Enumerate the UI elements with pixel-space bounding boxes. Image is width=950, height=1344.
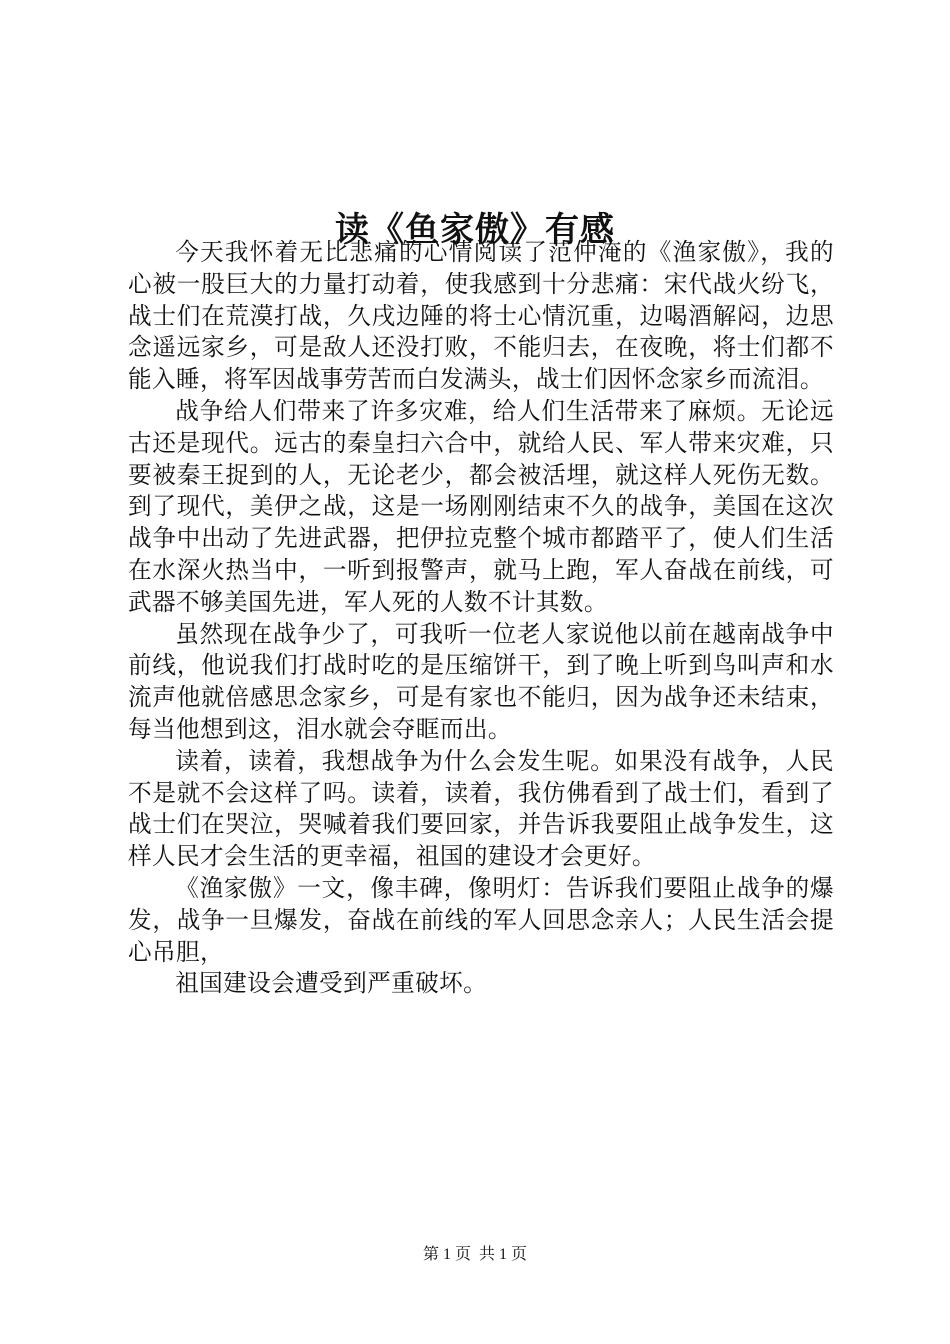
document-title: 读《鱼家傲》有感 bbox=[335, 209, 615, 250]
paragraph-6: 祖国建设会遭受到严重破坏。 bbox=[175, 969, 488, 998]
paragraph-3: 虽然现在战争少了，可我听一位老人家说他以前在越南战争中前线，他说我们打战时吃的是压缩饼干，到了晚上听到鸟叫声和水流声他就倍感思念家乡，可是有家也不能归，因为战争还未结束，每当他想到这，泪水就会夺眶而出。 bbox=[128, 619, 834, 743]
document-body bbox=[128, 237, 834, 1000]
paragraph-5: 《渔家傲》一文，像丰碑，像明灯：告诉我们要阻止战争的爆发，战争一旦爆发，奋战在前线的军人回思念亲人；人民生活会提心吊胆， bbox=[128, 873, 834, 966]
page-total: 共 1 页 bbox=[479, 1246, 528, 1263]
page-number: 第 1 页 bbox=[422, 1246, 471, 1263]
paragraph-4: 读着，读着，我想战争为什么会发生呢。如果没有战争，人民不是就不会这样了吗。读着，读着，我仿佛看到了战士们，看到了战士们在哭泣，哭喊着我们要回家，并告诉我要阻止战争发生，这样人民才会生活的更幸福，祖国的建设才会更好。 bbox=[128, 746, 834, 871]
paragraph-1: 今天我怀着无比悲痛的心情阅读了范仲淹的《渔家傲》，我的心被一股巨大的力量打动着，使我感到十分悲痛：宋代战火纷飞，战士们在荒漠打战，久戌边陲的将士心情沉重，边喝酒解闷，边思念遥远家乡，可是敌人还没打败，不能归去，在夜晚，将士们都不能入睡，将军因战事劳苦而白发满头，战士们因怀念家乡而流泪。 bbox=[128, 238, 834, 394]
paragraph-2: 战争给人们带来了许多灾难，给人们生活带来了麻烦。无论远古还是现代。远古的秦皇扫六合中，就给人民、军人带来灾难，只要被秦王捉到的人，无论老少，都会被活埋，就这样人死伤无数。到了现代，美伊之战，这是一场刚刚结束不久的战争，美国在这次战争中出动了先进武器，把伊拉克整个城市都踏平了，使人们生活在水深火热当中，一听到报警声，就马上跑，军人奋战在前线，可武器不够美国先进，军人死的人数不计其数。 bbox=[128, 396, 834, 616]
page-footer bbox=[0, 1244, 950, 1266]
